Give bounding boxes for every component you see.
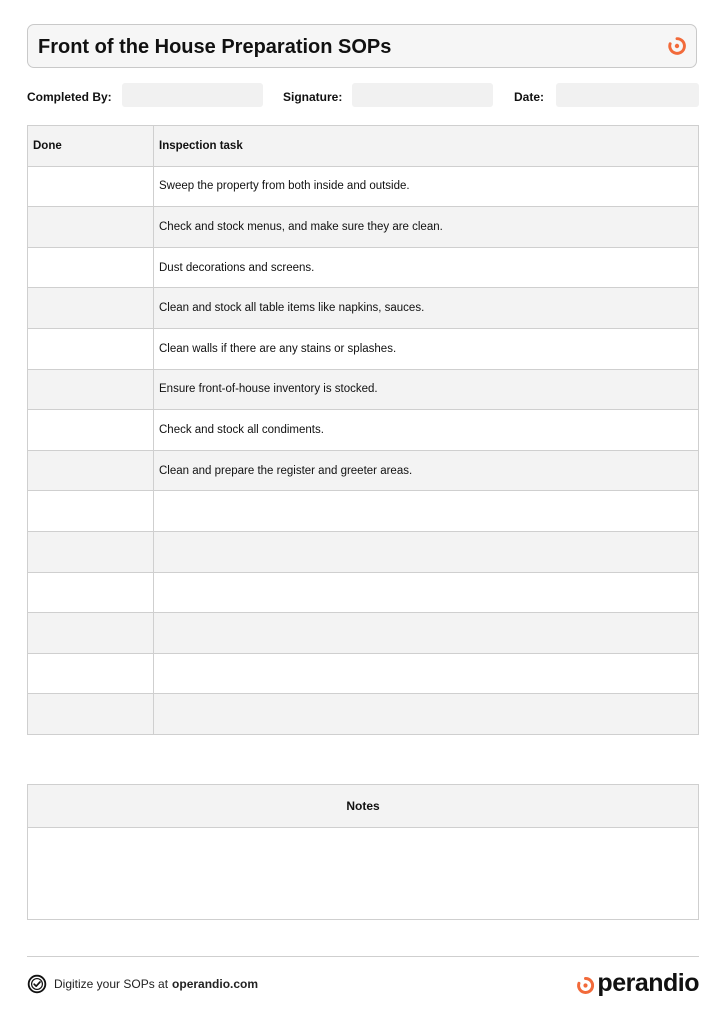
page-title: Front of the House Preparation SOPs: [38, 36, 392, 58]
task-cell: [154, 613, 699, 654]
task-cell: [154, 694, 699, 735]
task-cell: Sweep the property from both inside and outside.: [154, 166, 699, 207]
done-cell[interactable]: [28, 694, 154, 735]
footer-divider: [27, 956, 699, 957]
task-cell: Check and stock menus, and make sure they are clean.: [154, 207, 699, 248]
date-label: Date:: [514, 90, 545, 104]
notes-section: [27, 784, 699, 920]
table-row: [28, 572, 699, 613]
done-cell[interactable]: [28, 369, 154, 410]
task-cell: Clean walls if there are any stains or splashes.: [154, 328, 699, 369]
done-cell[interactable]: [28, 410, 154, 451]
task-cell: Check and stock all condiments.: [154, 410, 699, 451]
done-cell[interactable]: [28, 491, 154, 532]
task-cell: Dust decorations and screens.: [154, 247, 699, 288]
table-row: [28, 410, 699, 451]
done-cell[interactable]: [28, 247, 154, 288]
footer-link[interactable]: operandio.com: [172, 977, 259, 991]
footer-cta: [27, 973, 258, 995]
done-cell[interactable]: [28, 531, 154, 572]
table-row: [28, 328, 699, 369]
table-row: [28, 166, 699, 207]
table-row: [28, 613, 699, 654]
table-row: [28, 450, 699, 491]
task-cell: [154, 572, 699, 613]
signature-label: Signature:: [283, 90, 343, 104]
completed-by-field[interactable]: [122, 83, 263, 107]
table-row: [28, 694, 699, 735]
logo-wordmark: perandio: [597, 968, 699, 997]
table-row: [28, 369, 699, 410]
task-cell: [154, 491, 699, 532]
done-cell[interactable]: [28, 613, 154, 654]
column-header-task: Inspection task: [154, 126, 699, 167]
date-field[interactable]: [556, 83, 699, 107]
table-row: [28, 207, 699, 248]
signature-field[interactable]: [352, 83, 493, 107]
done-cell[interactable]: [28, 207, 154, 248]
done-cell[interactable]: [28, 328, 154, 369]
notes-header: Notes: [28, 785, 698, 828]
task-cell: Ensure front-of-house inventory is stocked.: [154, 369, 699, 410]
check-circle-icon: [27, 974, 47, 994]
table-row: [28, 288, 699, 329]
table-header-row: [28, 126, 699, 167]
table-row: [28, 653, 699, 694]
task-cell: [154, 531, 699, 572]
done-cell[interactable]: [28, 166, 154, 207]
task-cell: Clean and prepare the register and greeter areas.: [154, 450, 699, 491]
task-cell: Clean and stock all table items like napkins, sauces.: [154, 288, 699, 329]
done-cell[interactable]: [28, 653, 154, 694]
footer-text: Digitize your SOPs at: [54, 977, 169, 991]
done-cell[interactable]: [28, 450, 154, 491]
column-header-done: Done: [28, 126, 154, 167]
task-cell: [154, 653, 699, 694]
table-row: [28, 531, 699, 572]
title-bar: [27, 24, 697, 68]
done-cell[interactable]: [28, 572, 154, 613]
done-cell[interactable]: [28, 288, 154, 329]
inspection-table: [27, 125, 699, 735]
table-body: [28, 166, 699, 734]
operandio-logo-icon: [666, 35, 688, 57]
notes-area[interactable]: [28, 828, 698, 920]
operandio-logo-icon: [575, 975, 596, 996]
table-row: [28, 247, 699, 288]
operandio-logo: [575, 967, 699, 999]
completed-by-label: Completed By:: [27, 90, 112, 104]
table-row: [28, 491, 699, 532]
